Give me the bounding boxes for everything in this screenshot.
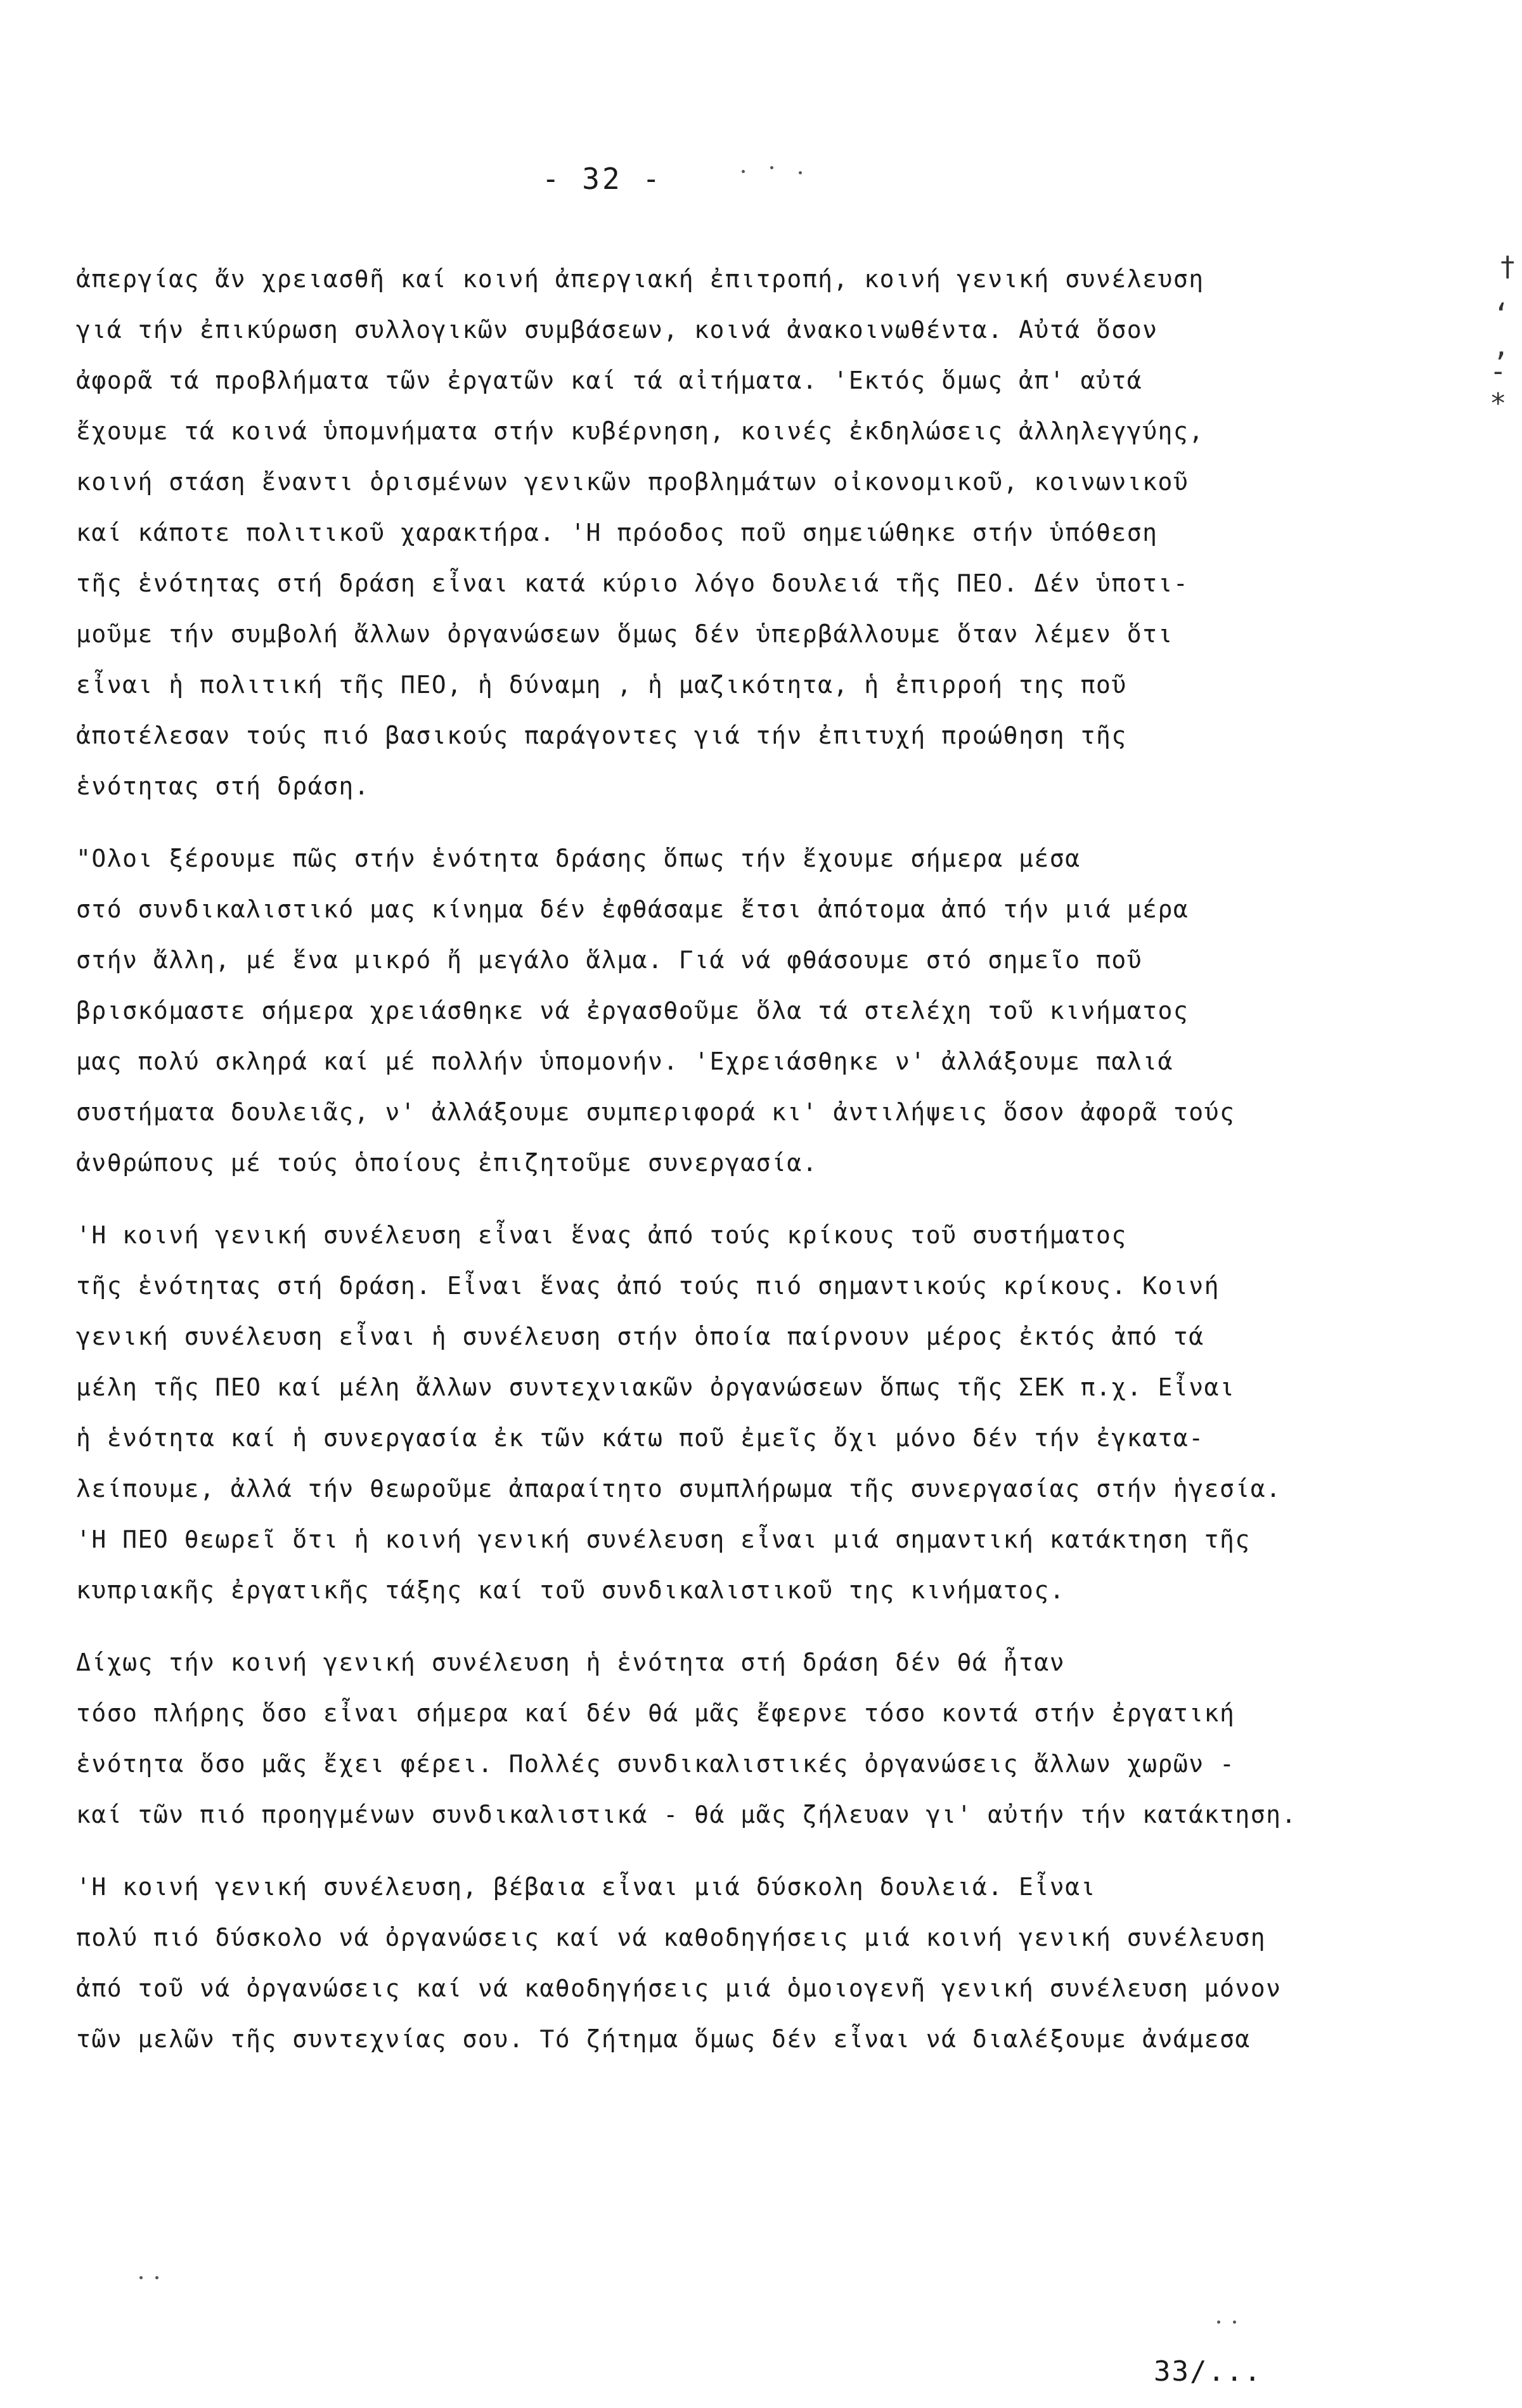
text-line: ἑνότητας στή δράση. [76, 772, 370, 800]
text-line: εἶναι ἡ πολιτική τῆς ΠΕΟ, ἡ δύναμη , ἡ μαζικότητα, ἡ ἐπιρροή της ποῦ [76, 671, 1127, 699]
text-line: 'Η ΠΕΟ θεωρεῖ ὅτι ἡ κοινή γενική συνέλευση εἶναι μιά σημαντική κατάκτηση τῆς [76, 1525, 1251, 1553]
text-line: γιά τήν ἐπικύρωση συλλογικῶν συμβάσεων, κοινά ἀνακοινωθέντα. Αὐτά ὅσον [76, 316, 1158, 344]
text-line: Δίχως τήν κοινή γενική συνέλευση ἡ ἑνότητα στή δράση δέν θά ἦταν [76, 1648, 1066, 1676]
paragraph-gap [76, 812, 1319, 833]
scan-speck [1233, 2321, 1236, 2324]
text-line: κυπριακῆς ἐργατικῆς τάξης καί τοῦ συνδικαλιστικοῦ της κινήματος. [76, 1576, 1066, 1604]
text-line: γενική συνέλευση εἶναι ἡ συνέλευση στήν ὁποία παίρνουν μέρος ἐκτός ἀπό τά [76, 1323, 1204, 1350]
text-line: τῆς ἑνότητας στή δράση εἶναι κατά κύριο λόγο δουλειά τῆς ΠΕΟ. Δέν ὑποτι- [76, 569, 1189, 597]
text-line: τόσο πλήρης ὅσο εἶναι σήμερα καί δέν θά μᾶς ἔφερνε τόσο κοντά στήν ἐργατική [76, 1699, 1235, 1727]
text-line: ἀνθρώπους μέ τούς ὁποίους ἐπιζητοῦμε συνεργασία. [76, 1149, 818, 1177]
text-line: μοῦμε τήν συμβολή ἄλλων ὀργανώσεων ὅμως δέν ὑπερβάλλουμε ὅταν λέμεν ὅτι [76, 620, 1173, 648]
text-line: στήν ἄλλη, μέ ἕνα μικρό ἤ μεγάλο ἅλμα. Γιά νά φθάσουμε στό σημεῖο ποῦ [76, 946, 1143, 974]
text-line: λείπουμε, ἀλλά τήν θεωροῦμε ἀπαραίτητο συμπλήρωμα τῆς συνεργασίας στήν ἡγεσία. [76, 1475, 1282, 1503]
scan-speck [139, 2276, 143, 2279]
paragraph-2 [76, 833, 1319, 1188]
scan-speck [155, 2276, 158, 2279]
scan-speck [770, 166, 773, 169]
text-line: βρισκόμαστε σήμερα χρειάσθηκε νά ἐργασθοῦμε ὅλα τά στελέχη τοῦ κινήματος [76, 997, 1189, 1025]
paragraph-1 [76, 254, 1319, 812]
scan-speck [1217, 2321, 1220, 2324]
paragraph-4 [76, 1637, 1319, 1840]
text-line: "Ολοι ξέρουμε πῶς στήν ἑνότητα δράσης ὅπως τήν ἔχουμε σήμερα μέσα [76, 845, 1081, 872]
text-line: ἡ ἑνότητα καί ἡ συνεργασία ἐκ τῶν κάτω ποῦ ἐμεῖς ὄχι μόνο δέν τήν ἐγκατα- [76, 1424, 1204, 1452]
text-line: καί κάποτε πολιτικοῦ χαρακτήρα. 'Η πρόοδος ποῦ σημειώθηκε στήν ὑπόθεση [76, 519, 1158, 547]
paragraph-5 [76, 1861, 1319, 2064]
text-line: μας πολύ σκληρά καί μέ πολλήν ὑπομονήν. 'Εχρειάσθηκε ν' ἀλλάξουμε παλιά [76, 1047, 1173, 1075]
text-line: ἑνότητα ὅσο μᾶς ἔχει φέρει. Πολλές συνδικαλιστικές ὀργανώσεις ἄλλων χωρῶν - [76, 1750, 1235, 1778]
text-line: τῆς ἑνότητας στή δράση. Εἶναι ἕνας ἀπό τούς πιό σημαντικούς κρίκους. Κοινή [76, 1272, 1220, 1300]
scan-speck [799, 171, 802, 174]
paragraph-gap [76, 1188, 1319, 1210]
text-line: 'Η κοινή γενική συνέλευση, βέβαια εἶναι μιά δύσκολη δουλειά. Εἶναι [76, 1873, 1096, 1901]
text-line: μέλη τῆς ΠΕΟ καί μέλη ἄλλων συντεχνιακῶν ὀργανώσεων ὅπως τῆς ΣΕΚ π.χ. Εἶναι [76, 1373, 1235, 1401]
text-line: τῶν μελῶν τῆς συντεχνίας σου. Τό ζήτημα ὅμως δέν εἶναι νά διαλέξουμε ἀνάμεσα [76, 2025, 1251, 2053]
paragraph-3 [76, 1210, 1319, 1615]
text-line: ἀπεργίας ἄν χρειασθῆ καί κοινή ἀπεργιακή ἐπιτροπή, κοινή γενική συνέλευση [76, 265, 1204, 293]
scan-speck [742, 170, 745, 173]
paragraph-gap [76, 1615, 1319, 1637]
text-line: πολύ πιό δύσκολο νά ὀργανώσεις καί νά καθοδηγήσεις μιά κοινή γενική συνέλευση [76, 1924, 1267, 1952]
paragraph-gap [76, 1840, 1319, 1861]
text-line: ἀφορᾶ τά προβλήματα τῶν ἐργατῶν καί τά αἰτήματα. 'Εκτός ὅμως ἀπ' αὐτά [76, 366, 1143, 394]
text-line: κοινή στάση ἔναντι ὁρισμένων γενικῶν προβλημάτων οἰκονομικοῦ, κοινωνικοῦ [76, 468, 1189, 496]
margin-mark-icon: -* [1490, 355, 1507, 420]
continuation-marker: 33/... [1154, 2355, 1262, 2388]
text-line: ἀπό τοῦ νά ὀργανώσεις καί νά καθοδηγήσεις μιά ὁμοιογενῆ γενική συνέλευση μόνον [76, 1974, 1282, 2002]
text-line: ἔχουμε τά κοινά ὑπομνήματα στήν κυβέρνηση, κοινές ἐκδηλώσεις ἀλληλεγγύης, [76, 417, 1204, 445]
margin-mark-icon: † [1499, 250, 1516, 283]
text-line: συστήματα δουλειᾶς, ν' ἀλλάξουμε συμπεριφορά κι' ἀντιλήψεις ὅσον ἀφορᾶ τούς [76, 1098, 1235, 1126]
text-line: καί τῶν πιό προηγμένων συνδικαλιστικά - θά μᾶς ζήλευαν γι' αὐτήν τήν κατάκτηση. [76, 1801, 1297, 1829]
body-text [76, 254, 1319, 2064]
text-line: 'Η κοινή γενική συνέλευση εἶναι ἕνας ἀπό τούς κρίκους τοῦ συστήματος [76, 1221, 1127, 1249]
margin-mark-icon: ‘ , [1493, 298, 1510, 363]
page-number: - 32 - [541, 162, 663, 196]
text-line: ἀποτέλεσαν τούς πιό βασικούς παράγοντες γιά τήν ἐπιτυχή προώθηση τῆς [76, 722, 1127, 749]
text-line: στό συνδικαλιστικό μας κίνημα δέν ἐφθάσαμε ἔτσι ἀπότομα ἀπό τήν μιά μέρα [76, 895, 1189, 923]
